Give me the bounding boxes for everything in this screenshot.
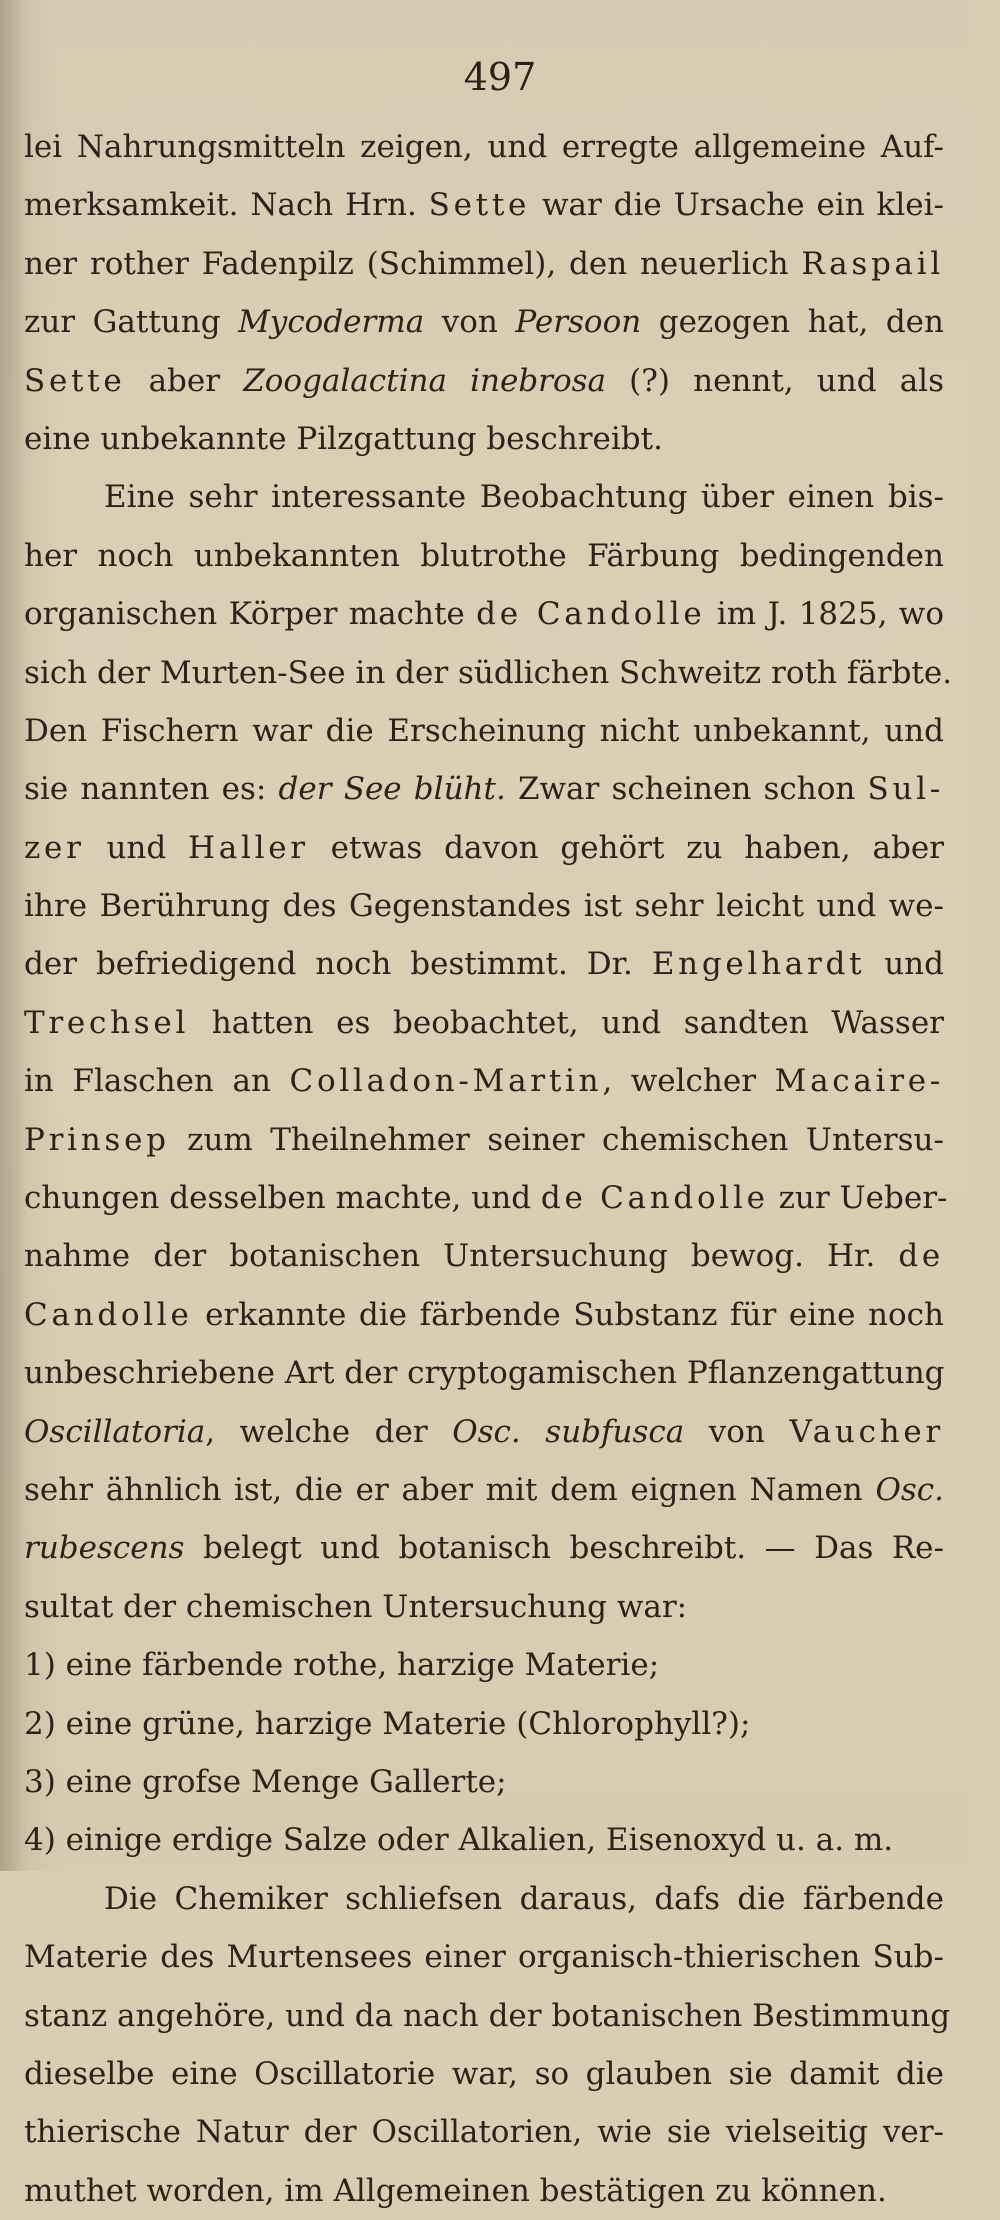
- text-segment: im J. 1825, wo: [705, 596, 944, 633]
- text-line: [24, 1928, 944, 1986]
- spaced-name: de Candolle: [540, 1180, 769, 1217]
- text-line: [24, 468, 944, 526]
- text-segment: belegt und botanisch beschreibt. — Das Re-: [184, 1530, 944, 1567]
- text-segment: von: [424, 304, 516, 341]
- text-segment: eine unbekannte Pilzgattung beschreibt.: [24, 420, 663, 457]
- spaced-name: Sul-: [867, 771, 944, 808]
- body-text: [24, 118, 953, 2220]
- text-segment: zum Theilnehmer seiner chemischen Untersu-: [169, 1121, 944, 1158]
- text-segment: sich der Murten-See in der südlichen Schweitz roth färbte.: [24, 654, 953, 691]
- spaced-name: de: [898, 1238, 944, 1275]
- text-segment: 2) eine grüne, harzige Materie (Chlorophyll?);: [24, 1705, 751, 1742]
- text-segment: 1) eine färbende rothe, harzige Materie;: [24, 1647, 660, 1684]
- text-segment: her noch unbekannten blutrothe Färbung bedingenden: [24, 537, 944, 574]
- text-line: [24, 410, 944, 468]
- text-segment: und: [84, 829, 188, 866]
- text-line: [24, 702, 944, 760]
- spaced-name: de Candolle: [476, 596, 706, 633]
- text-line: [24, 1519, 944, 1577]
- text-segment: gezogen hat, den: [641, 304, 944, 341]
- text-line: [24, 1753, 944, 1811]
- text-line: [24, 1169, 948, 1227]
- text-line: [24, 293, 944, 351]
- text-segment: 3) eine grofse Menge Gallerte;: [24, 1763, 507, 1800]
- text-line: [24, 644, 953, 702]
- text-segment: merksamkeit. Nach Hrn.: [24, 187, 429, 224]
- text-segment: , welcher: [602, 1063, 775, 1100]
- text-segment: ihre Berührung des Gegenstandes ist sehr leicht und we-: [24, 888, 944, 925]
- spaced-name: Engelhardt: [651, 946, 866, 983]
- text-line: [24, 2103, 944, 2161]
- text-line: [24, 877, 944, 935]
- italic-text: Osc. subfusca: [452, 1413, 685, 1450]
- text-segment: sehr ähnlich ist, die er aber mit dem eignen Namen: [24, 1471, 876, 1508]
- text-line: [24, 352, 944, 410]
- text-segment: ner rother Fadenpilz (Schimmel), den neuerlich: [24, 245, 802, 282]
- text-segment: dieselbe eine Oscillatorie war, so glauben sie damit die: [24, 2055, 944, 2092]
- spaced-name: Sette: [24, 362, 126, 399]
- text-segment: und: [865, 946, 944, 983]
- text-segment: von: [684, 1413, 790, 1450]
- text-segment: nahme der botanischen Untersuchung bewog. Hr.: [24, 1238, 899, 1275]
- text-segment: stanz angehöre, und da nach der botanischen Bestimmung: [24, 1997, 951, 2034]
- italic-text: der See blüht.: [278, 771, 506, 808]
- spaced-name: Vaucher: [789, 1413, 944, 1450]
- text-segment: der befriedigend noch bestimmt. Dr.: [24, 946, 652, 983]
- spaced-name: Haller: [188, 829, 309, 866]
- text-line: [24, 2045, 944, 2103]
- italic-text: Oscillatoria: [24, 1413, 206, 1450]
- text-line: [24, 1227, 944, 1285]
- text-segment: lei Nahrungsmitteln zeigen, und erregte allgemeine Auf-: [24, 129, 944, 165]
- text-line: [24, 760, 944, 818]
- text-line: [24, 176, 944, 234]
- italic-text: rubescens: [24, 1530, 185, 1567]
- text-line: [24, 1578, 944, 1636]
- text-line: [24, 1344, 944, 1402]
- text-line: [24, 1870, 944, 1928]
- text-segment: erkannte die färbende Substanz für eine noch: [192, 1296, 944, 1333]
- text-segment: organischen Körper machte: [24, 596, 477, 633]
- text-segment: Materie des Murtensees einer organisch-thierischen Sub-: [24, 1939, 944, 1976]
- text-segment: , welche der: [205, 1413, 453, 1450]
- text-segment: 4) einige erdige Salze oder Alkalien, Eisenoxyd u. a. m.: [24, 1822, 894, 1859]
- text-line: [24, 1811, 944, 1869]
- text-line: [24, 1111, 944, 1169]
- text-segment: muthet worden, im Allgemeinen bestätigen zu können.: [24, 2172, 887, 2209]
- text-segment: sie nannten es:: [24, 771, 279, 808]
- text-segment: unbeschriebene Art der cryptogamischen Pflanzengattung: [24, 1355, 945, 1392]
- spaced-name: Macaire-: [774, 1063, 944, 1100]
- text-segment: Den Fischern war die Erscheinung nicht unbekannt, und: [24, 712, 944, 749]
- spaced-name: zer: [24, 829, 85, 866]
- text-line: [24, 1987, 951, 2045]
- spaced-name: Prinsep: [24, 1121, 170, 1158]
- text-segment: Die Chemiker schliefsen daraus, dafs die färbende: [104, 1880, 944, 1917]
- italic-text: Osc.: [875, 1471, 944, 1508]
- text-segment: zur Gattung: [24, 304, 239, 341]
- text-line: [24, 819, 944, 877]
- text-line: [24, 1286, 944, 1344]
- text-line: [24, 235, 944, 293]
- text-segment: aber: [125, 362, 244, 399]
- text-segment: zur Ueber-: [768, 1180, 948, 1217]
- text-line: [24, 1403, 944, 1461]
- text-line: [24, 1461, 944, 1519]
- text-line: [24, 2162, 944, 2220]
- spaced-name: Sette: [428, 187, 531, 224]
- text-line: [24, 994, 944, 1052]
- text-segment: chungen desselben machte, und: [24, 1180, 541, 1217]
- text-line: [24, 935, 944, 993]
- text-line: [24, 585, 944, 643]
- page-number: 497: [463, 55, 537, 99]
- text-line: [24, 527, 944, 585]
- spaced-name: Raspail: [801, 245, 944, 282]
- text-line: [24, 1695, 944, 1753]
- italic-text: Zoogalactina inebrosa: [243, 362, 607, 399]
- text-segment: war die Ursache ein klei-: [530, 187, 944, 224]
- text-segment: in Flaschen an: [24, 1063, 290, 1100]
- text-segment: etwas davon gehört zu haben, aber: [308, 829, 945, 866]
- text-segment: Zwar scheinen schon: [505, 771, 868, 808]
- text-segment: sultat der chemischen Untersuchung war:: [24, 1588, 688, 1625]
- text-segment: hatten es beobachtet, und sandten Wasser: [189, 1004, 944, 1041]
- text-line: [24, 1636, 944, 1694]
- text-line: [24, 1052, 944, 1110]
- italic-text: Mycoderma: [238, 304, 425, 341]
- text-segment: thierische Natur der Oscillatorien, wie sie vielseitig ver-: [24, 2114, 944, 2151]
- text-line: [24, 118, 944, 176]
- spaced-name: Candolle: [24, 1296, 193, 1333]
- text-segment: Eine sehr interessante Beobachtung über einen bis-: [104, 479, 944, 516]
- text-segment: (?) nennt, und als: [606, 362, 944, 399]
- spaced-name: Colladon-Martin: [289, 1063, 603, 1100]
- italic-text: Persoon: [515, 304, 642, 341]
- spaced-name: Trechsel: [24, 1004, 190, 1041]
